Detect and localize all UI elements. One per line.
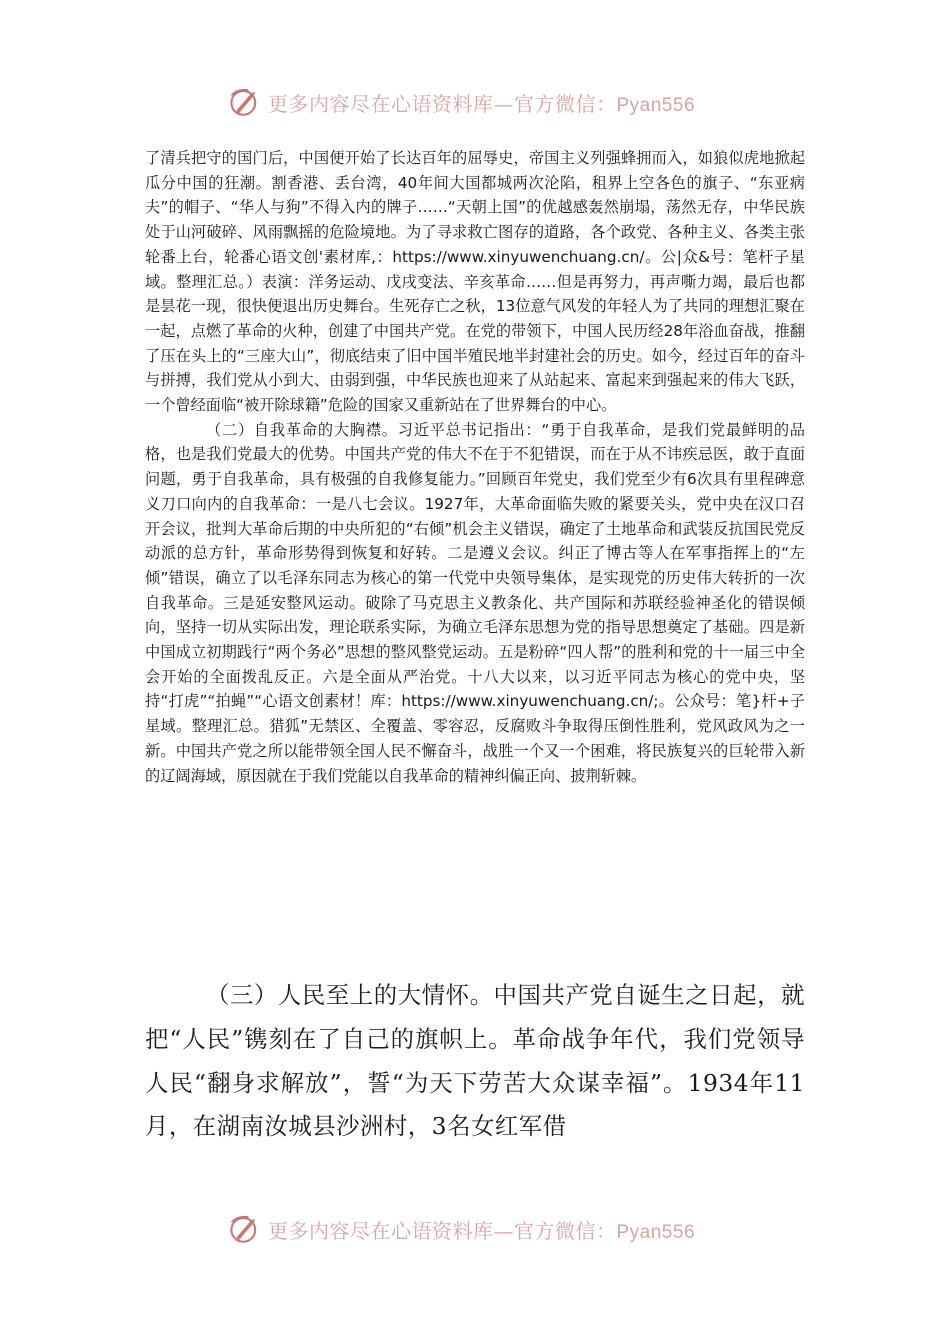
footer-banner-label: 更多内容尽在心语资料库—官方微信： [268, 1218, 617, 1243]
footer-wechat-id: Pyan556 [616, 1221, 696, 1243]
pen-logo-icon [228, 85, 262, 119]
paragraph-3: （三）人民至上的大情怀。中国共产党自诞生之日起，就把“人民”镌刻在了自己的旗帜上。革命战争年代，我们党领导人民“翻身求解放”，誓“为天下劳苦大众谋幸福”。1934年11月，在湖南汝城县沙洲村，3名女红军借 [145, 981, 805, 1141]
paragraph-2: （二）自我革命的大胸襟。习近平总书记指出：“勇于自我革命，是我们党最鲜明的品格，也是我们党最大的优势。中国共产党的伟大不在于不犯错误，而在于从不讳疾忌医，敢于直面问题，勇于自我革命，具有极强的自我修复能力。”回顾百年党史，我们党至少有6次具有里程碑意义刀口向内的自我革命：一是八七会议。1927年，大革命面临失败的紧要关头，党中央在汉口召开会议，批判大革命后期的中央所犯的“右倾”机会主义错误，确定了土地革命和武装反抗国民党反动派的总方针，革命形势得到恢复和好转。二是遵义会议。纠正了博古等人在军事指挥上的“左倾”错误，确立了以毛泽东同志为核心的第一代党中央领导集体，是实现党的历史伟大转折的一次自我革命。三是延安整风运动。破除了马克思主义教条化、共产国际和苏联经验神圣化的错误倾向，坚持一切从实际出发，理论联系实际，为确立毛泽东思想为党的指导思想奠定了基础。四是新中国成立初期践行“两个务必”思想的整风整党运动。五是粉碎“四人帮”的胜利和党的十一届三中全会开始的全面拨乱反正。六是全面从严治党。十八大以来，以习近平同志为核心的党中央，坚持“打虎”“拍蝇”“心语文创素材！库：https://www.xinyuwenchuang.cn/;。公众号：笔}杆+子星域。整理汇总。猎狐”无禁区、全覆盖、零容忍，反腐败斗争取得压倒性胜利，党风政风为之一新。中国共产党之所以能带领全国人民不懈奋斗，战胜一个又一个困难，将民族复兴的巨轮带入新的辽阔海域，原因就在于我们党能以自我革命的精神纠偏正向、披荆斩棘。 [145, 420, 805, 785]
paragraph-1: 了清兵把守的国门后，中国便开始了长达百年的屈辱史，帝国主义列强蜂拥而入，如狼似虎地掀起瓜分中国的狂潮。割香港、丢台湾，40年间大国都城两次沦陷，租界上空各色的旗子、“东亚病夫”的帽子、“华人与狗”不得入内的牌子……“天朝上国”的优越感轰然崩塌，荡然无存，中华民族处于山河破碎、风雨飘摇的危险境地。为了寻求救亡图存的道路，各个政党、各种主义、各类主张轮番上台，轮番心语文创'素材库,：https://www.xinyuwenchuang.cn/。公|众&号：笔杆子星域。整理汇总。）表演：洋务运动、戊戌变法、辛亥革命……但是再努力，再声嘶力竭，最后也都是昙花一现，很快便退出历史舞台。生死存亡之秋，13位意气风发的年轻人为了共同的理想汇聚在一起，点燃了革命的火种，创建了中国共产党。在党的带领下，中国人民历经28年浴血奋战，推翻了压在头上的“三座大山”，彻底结束了旧中国半殖民地半封建社会的历史。如今，经过百年的奋斗与拼搏，我们党从小到大、由弱到强，中华民族也迎来了从站起来、富起来到强起来的伟大飞跃，一个曾经面临“被开除球籍”危险的国家又重新站在了世界舞台的中心。 [145, 149, 805, 415]
header-banner-text [268, 88, 695, 117]
body-text-large [145, 974, 805, 1149]
header-banner [228, 82, 748, 122]
footer-banner [228, 1209, 748, 1249]
footer-banner-text [268, 1215, 695, 1244]
header-banner-label: 更多内容尽在心语资料库—官方微信： [268, 91, 617, 116]
pen-logo-icon [228, 1212, 262, 1246]
body-text-small [145, 146, 805, 788]
header-wechat-id: Pyan556 [616, 94, 696, 116]
